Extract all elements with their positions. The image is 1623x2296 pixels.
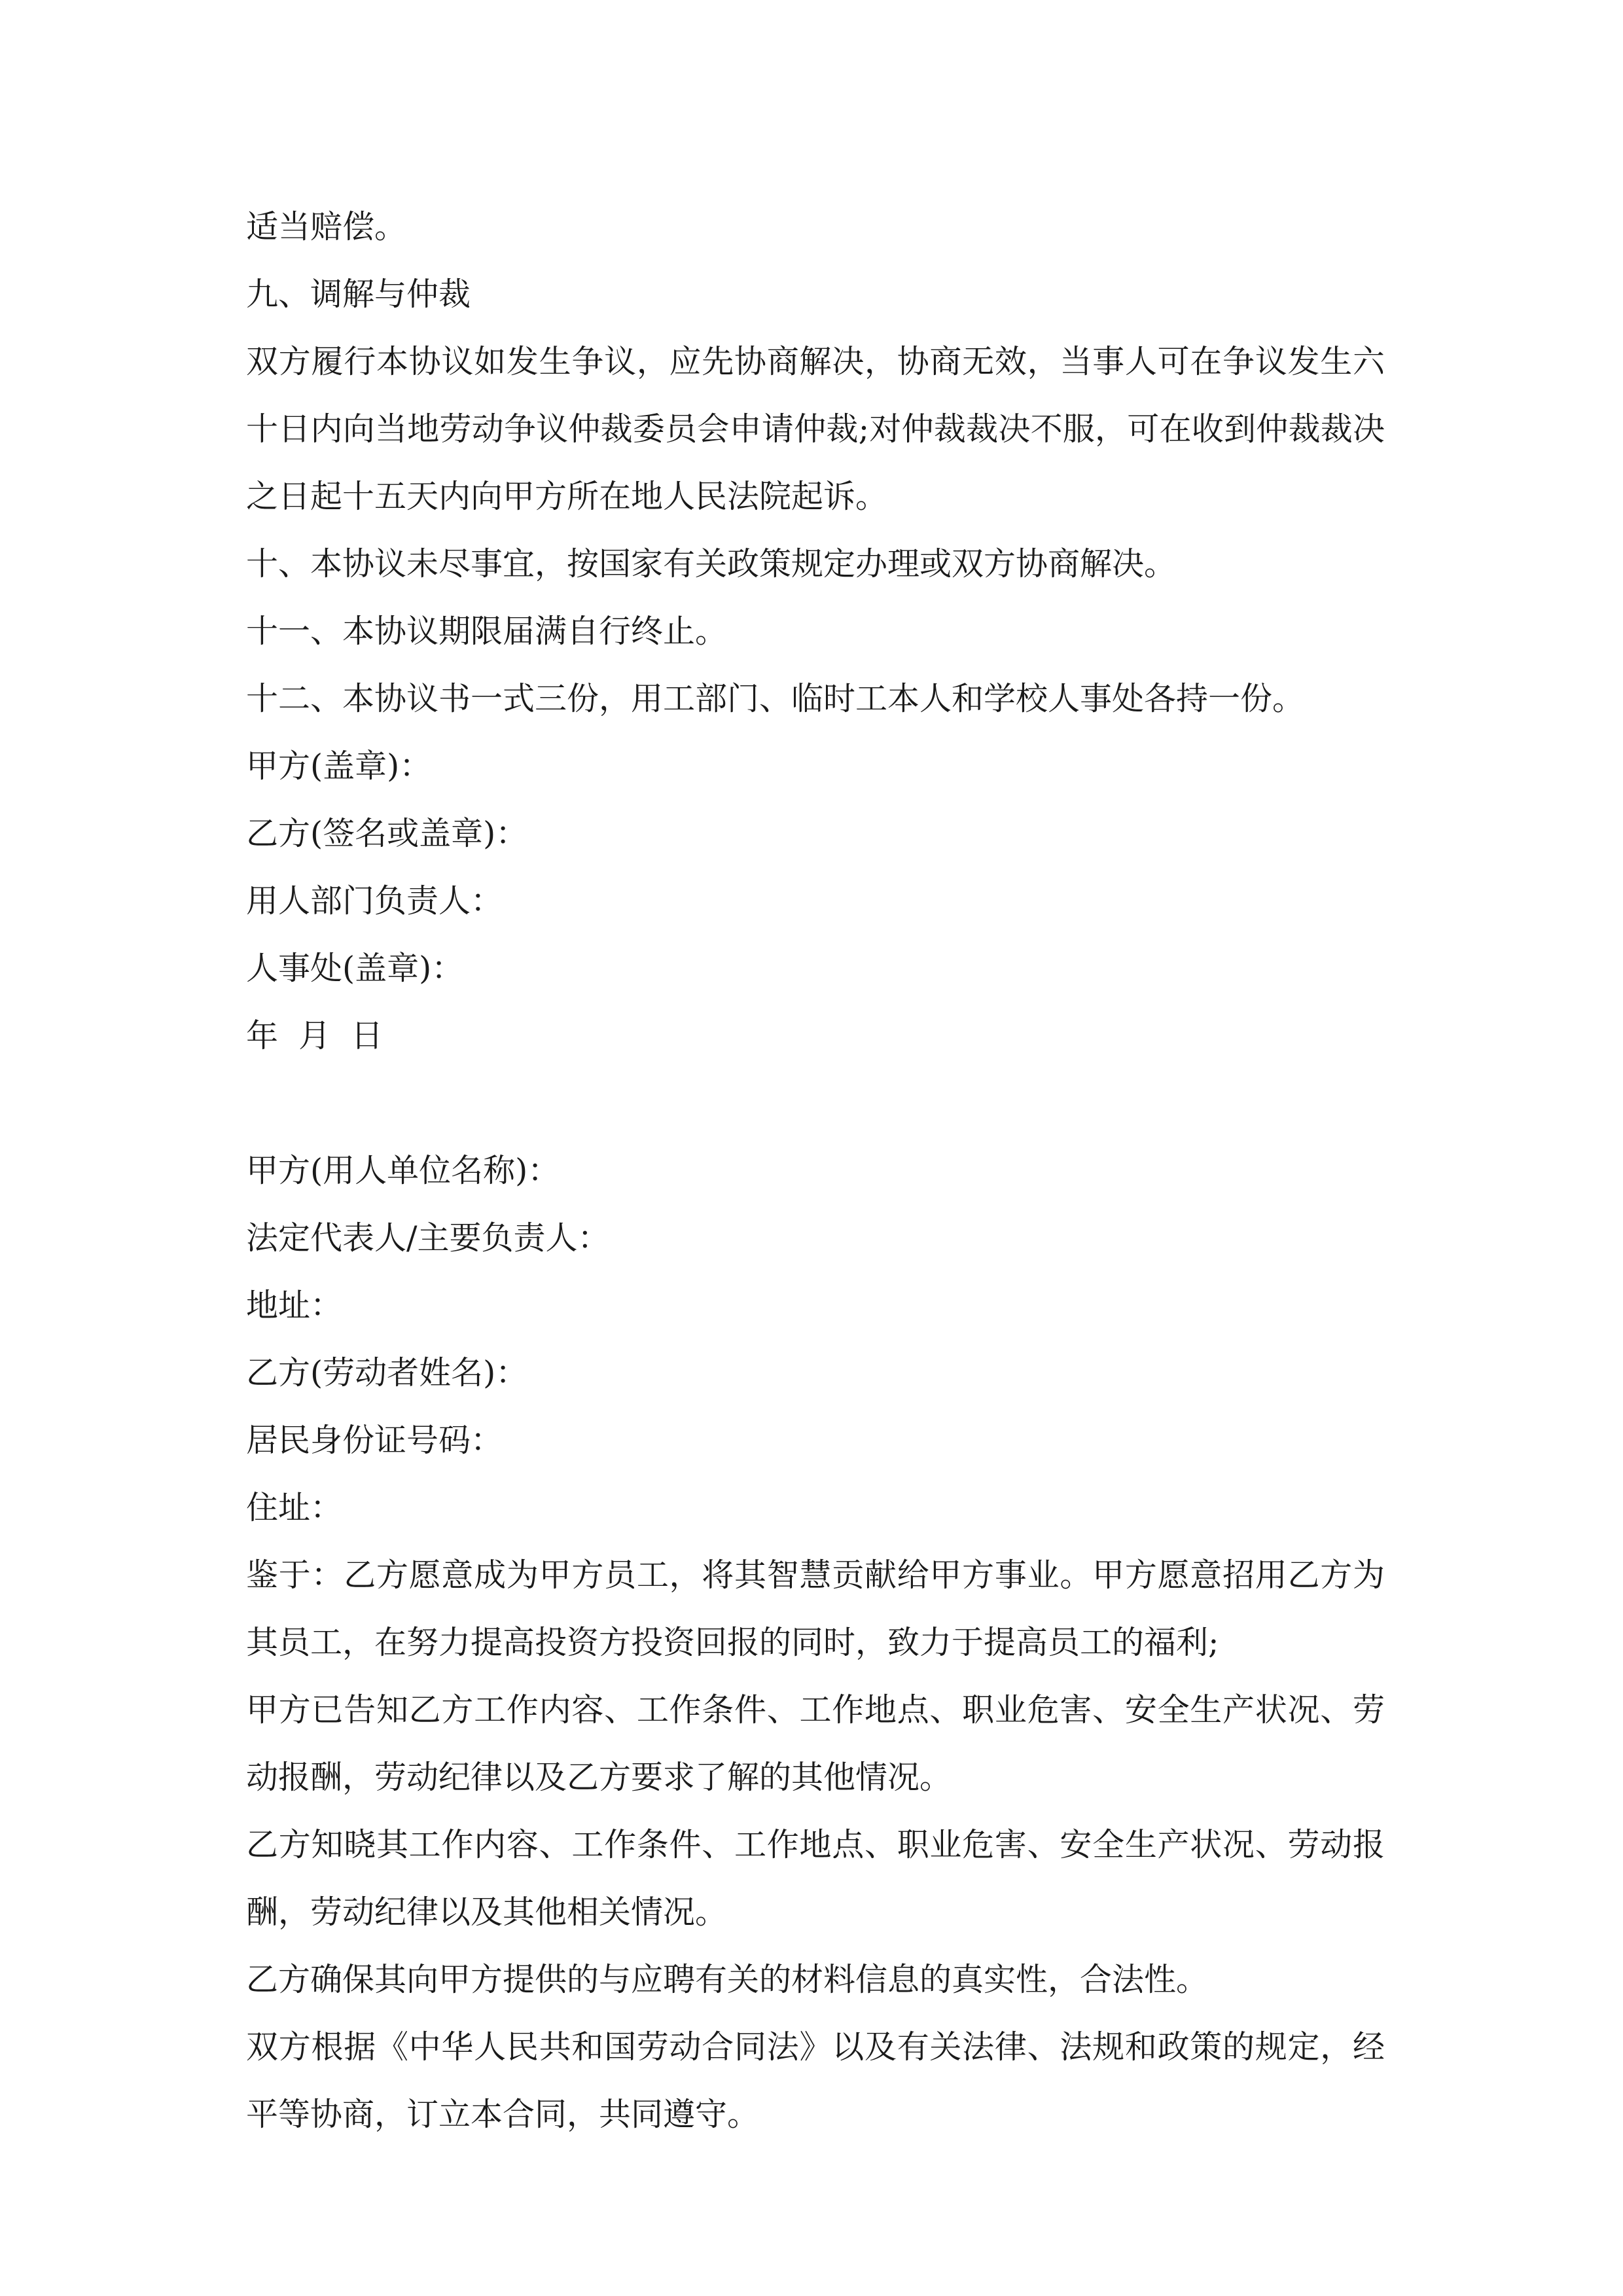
department-head-label: 用人部门负责人： — [246, 882, 503, 920]
paragraph-authenticity: 乙方确保其向甲方提供的与应聘有关的材料信息的真实性，合法性。 — [246, 1961, 1209, 1998]
employer-address-label: 地址： — [246, 1287, 343, 1324]
clause-twelve: 十二、本协议书一式三份，用工部门、临时工本人和学校人事处各持一份。 — [246, 680, 1305, 717]
text-line: 适当赔偿。 — [246, 208, 407, 245]
paragraph-whereas: 鉴于：乙方愿意成为甲方员工，将其智慧贡献给甲方事业。甲方愿意招用乙方为其员工，在努力提高投资方投资回报的同时，致力于提高员工的福利; — [246, 1556, 1385, 1661]
party-a-seal-label: 甲方(盖章)： — [246, 747, 432, 785]
employee-name-label: 乙方(劳动者姓名)： — [246, 1354, 528, 1391]
legal-representative-label: 法定代表人/主要负责人： — [246, 1219, 610, 1257]
party-b-signature-label: 乙方(签名或盖章)： — [246, 815, 528, 852]
clause-eleven: 十一、本协议期限届满自行终止。 — [246, 613, 728, 650]
clause-ten: 十、本协议未尽事宜，按国家有关政策规定办理或双方协商解决。 — [246, 545, 1177, 583]
section-heading-mediation-arbitration: 九、调解与仲裁 — [246, 276, 471, 313]
document-body — [246, 193, 1385, 2148]
paragraph-legal-basis: 双方根据《中华人民共和国劳动合同法》以及有关法律、法规和政策的规定，经平等协商，订立本合同，共同遵守。 — [246, 2028, 1385, 2133]
date-line: 年 月 日 — [246, 1017, 383, 1054]
paragraph-dispute-resolution: 双方履行本协议如发生争议，应先协商解决，协商无效，当事人可在争议发生六十日内向当地劳动争议仲裁委员会申请仲裁;对仲裁裁决不服，可在收到仲裁裁决之日起十五天内向甲方所在地人民法院起诉。 — [246, 343, 1385, 515]
id-number-label: 居民身份证号码： — [246, 1422, 503, 1459]
employer-name-label: 甲方(用人单位名称)： — [246, 1152, 560, 1189]
paragraph-employee-aware: 乙方知晓其工作内容、工作条件、工作地点、职业危害、安全生产状况、劳动报酬，劳动纪律以及其他相关情况。 — [246, 1826, 1385, 1931]
paragraph-employer-informed: 甲方已告知乙方工作内容、工作条件、工作地点、职业危害、安全生产状况、劳动报酬，劳动纪律以及乙方要求了解的其他情况。 — [246, 1691, 1385, 1796]
employee-address-label: 住址： — [246, 1489, 343, 1526]
hr-office-seal-label: 人事处(盖章)： — [246, 950, 464, 987]
blank-gap — [246, 1069, 1385, 1137]
